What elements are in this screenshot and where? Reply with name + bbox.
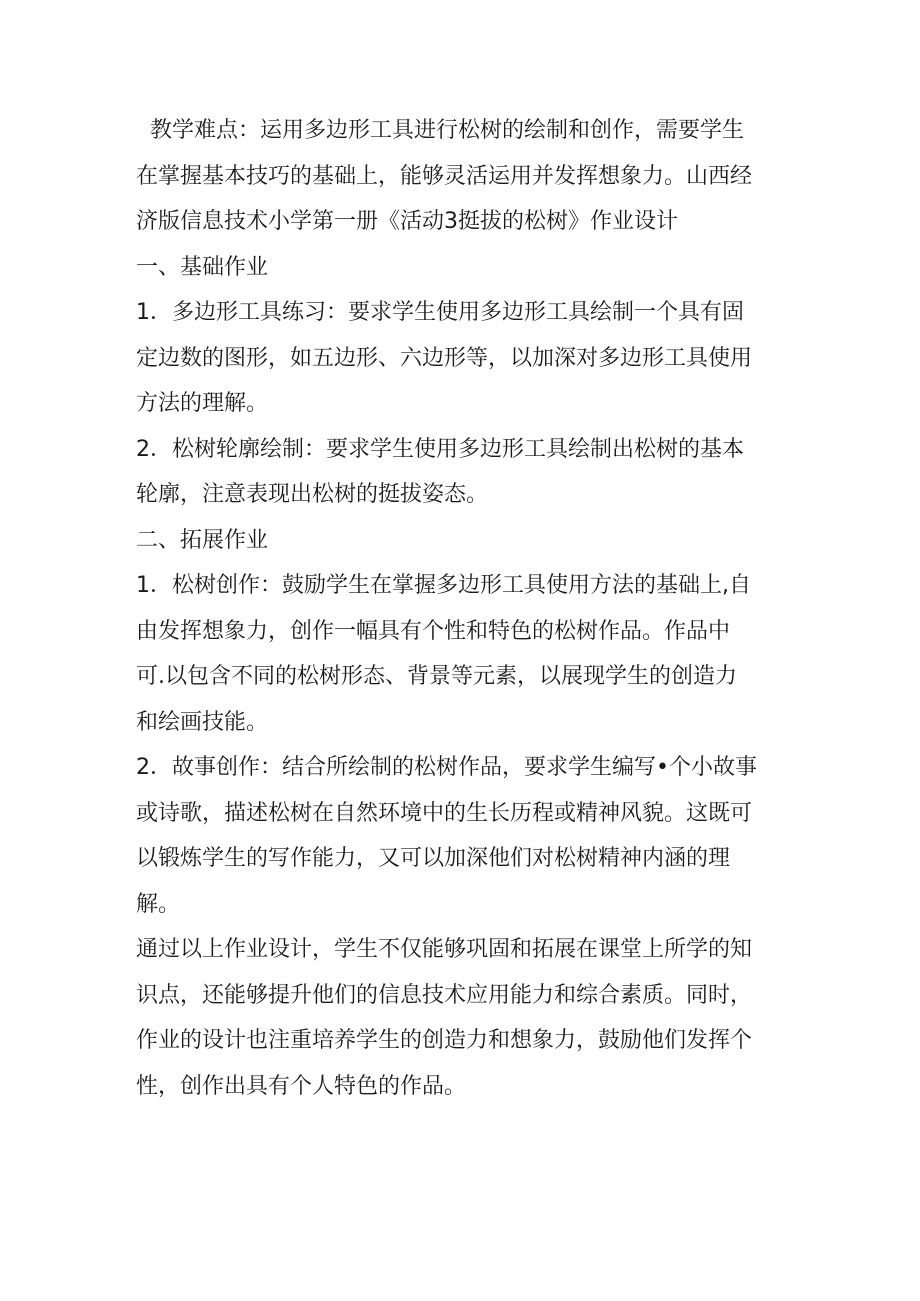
text-line: 性，创作出具有个人特色的作品。 [136,1073,467,1099]
text-line: 由发挥想象力，创作一幅具有个性和特色的松树作品。作品中 [136,618,731,644]
text-line: 或诗歌，描述松树在自然环境中的生长历程或精神风貌。这既可 [136,800,753,826]
section-heading: 二、拓展作业 [136,527,269,553]
text-line: 轮廓，注意表现出松树的挺拔姿态。 [136,482,489,507]
text-line: 识点，还能够提升他们的信息技术应用能力和综合素质。同时， [136,982,753,1008]
text-line: 1．松树创作：鼓励学生在掌握多边形工具使用方法的基础上,自 [136,573,751,598]
text-line: 1．多边形工具练习：要求学生使用多边形工具绘制一个具有固 [136,300,744,325]
text-line: 可.以包含不同的松树形态、背景等元素，以展现学生的创造力 [136,664,737,689]
section-heading: 一、基础作业 [136,254,269,280]
text-line: 通过以上作业设计，学生不仅能够巩固和拓展在课堂上所学的知 [136,937,753,962]
text-line: 作业的设计也注重培养学生的创造力和想象力，鼓励他们发挥个 [136,1028,753,1053]
text-line: 2．故事创作：结合所绘制的松树作品，要求学生编写•个小故事 [136,755,757,780]
text-line: 解。 [136,891,181,917]
text-line: 方法的理解。 [136,391,269,416]
text-line: 和绘画技能。 [136,709,269,735]
text-line: 教学难点：运用多边形工具进行松树的绘制和创作，需要学生 [136,118,744,143]
text-line: 2．松树轮廓绘制：要求学生使用多边形工具绘制出松树的基本 [136,436,744,462]
text-line: 定边数的图形，如五边形、六边形等，以加深对多边形工具使用 [136,345,753,371]
text-line: 在掌握基本技巧的基础上，能够灵活运用并发挥想象力。山西经 [136,163,753,189]
document-body [136,108,786,1109]
text-line: 以锻炼学生的写作能力，又可以加深他们对松树精神内涵的理 [136,846,731,871]
text-line: 济版信息技术小学第一册《活动3挺拔的松树》作业设计 [136,209,678,234]
